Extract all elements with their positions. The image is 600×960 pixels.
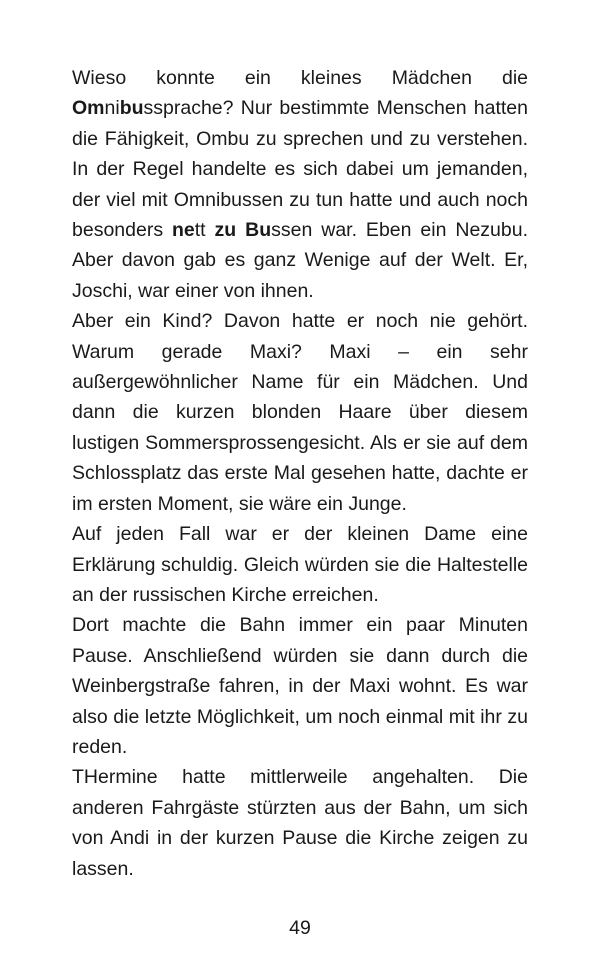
- paragraph: [72, 519, 528, 610]
- paragraph: [72, 610, 528, 762]
- text-segment: Aber ein Kind? Davon hatte er noch nie gehört. Warum gerade Maxi? Maxi – ein sehr außergewöhnlicher Name für ein Mädchen. Und dann die kurzen blonden Haare über diesem lustigen Sommersprossengesicht. Als er sie auf dem Schlossplatz das erste Mal gesehen hatte, dachte er im ersten Moment, sie wäre ein Junge.: [72, 310, 528, 515]
- paragraph: [72, 762, 528, 884]
- bold-text-segment: ne: [172, 219, 195, 242]
- text-segment: ssprache? Nur bestimmte Menschen hatten die Fähigkeit, Ombu zu sprechen und zu verstehen. In der Regel handelte es sich dabei um jemanden, der viel mit Omnibussen zu tun hatte und auch noch besonders: [72, 97, 528, 242]
- text-segment: THermine hatte mittlerweile angehalten. Die anderen Fahrgäste stürzten aus der Bahn, um sich von Andi in der kurzen Pause die Kirche zeigen zu lassen.: [72, 766, 528, 880]
- paragraph: [72, 306, 528, 519]
- bold-text-segment: Om: [72, 97, 105, 120]
- bold-text-segment: zu Bu: [214, 219, 272, 242]
- text-segment: Auf jeden Fall war er der kleinen Dame eine Erklärung schuldig. Gleich würden sie die Haltestelle an der russischen Kirche erreichen.: [72, 523, 528, 606]
- page-number: 49: [289, 917, 311, 939]
- paragraph: [72, 63, 528, 306]
- text-segment: Wieso konnte ein kleines Mädchen die: [72, 67, 528, 89]
- text-segment: ssen war. Eben ein Nezubu. Aber davon gab es ganz Wenige auf der Welt. Er, Joschi, war einer von ihnen.: [72, 219, 528, 302]
- body-text: [72, 63, 528, 884]
- bold-text-segment: bu: [119, 97, 144, 120]
- text-segment: Dort machte die Bahn immer ein paar Minuten Pause. Anschließend würden sie dann durch die Weinbergstraße fahren, in der Maxi wohnt. Es war also die letzte Möglichkeit, um noch einmal mit ihr zu reden.: [72, 614, 528, 758]
- text-segment: tt: [194, 219, 215, 242]
- text-segment: ni: [104, 97, 120, 120]
